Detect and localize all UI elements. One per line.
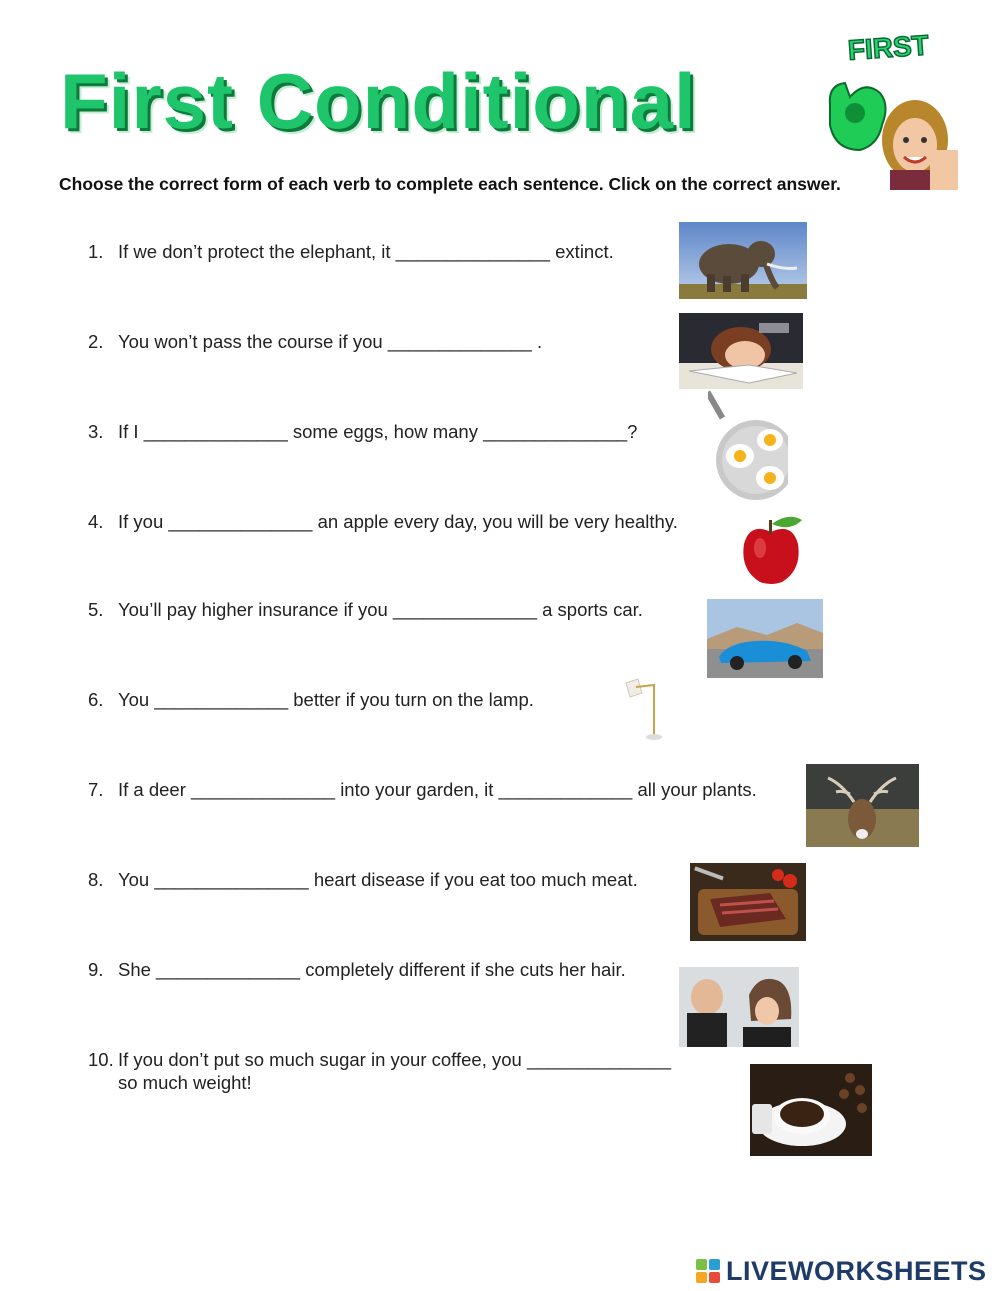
lamp-picture [620,677,662,741]
question-text-continued: so much weight! [118,1072,252,1093]
apple-picture [738,512,804,586]
question-number: 6. [88,689,104,710]
haircut-picture [679,967,799,1047]
question-3[interactable] [88,420,637,443]
elephant-picture [679,222,807,299]
instructions: Choose the correct form of each verb to complete each sentence. Click on the correct answer. [59,174,841,194]
question-2[interactable] [88,330,542,353]
deer-picture [806,764,919,847]
question-7[interactable] [88,778,757,801]
question-text: You’ll pay higher insurance if you ______________ a sports car. [118,599,643,620]
question-4[interactable] [88,510,678,533]
question-number: 1. [88,241,104,262]
question-number: 5. [88,599,104,620]
question-number: 8. [88,869,104,890]
question-text: If we don’t protect the elephant, it _______________ extinct. [118,241,614,262]
question-number: 10. [88,1049,114,1070]
question-9[interactable] [88,958,626,981]
liveworksheets-logo-icon [696,1259,720,1283]
question-1[interactable] [88,240,614,263]
question-number: 3. [88,421,104,442]
first-badge-illustration [820,25,970,190]
liveworksheets-footer[interactable] [696,1255,987,1287]
liveworksheets-brand: LIVEWORKSHEETS [726,1255,987,1286]
question-6[interactable] [88,688,534,711]
question-text: You won’t pass the course if you ______________ . [118,331,543,352]
question-text: She ______________ completely different if she cuts her hair. [118,959,626,980]
page-title: First Conditional [60,57,697,145]
question-10[interactable] [88,1048,671,1094]
eggs-pan-picture [708,390,788,506]
question-5[interactable] [88,598,643,621]
question-text: You _____________ better if you turn on the lamp. [118,689,534,710]
question-number: 2. [88,331,104,352]
question-text: If you ______________ an apple every day, you will be very healthy. [118,511,678,532]
coffee-picture [750,1064,872,1156]
question-text: If I ______________ some eggs, how many ______________? [118,421,638,442]
question-number: 7. [88,779,104,800]
question-8[interactable] [88,868,638,891]
question-number: 9. [88,959,104,980]
tired-student-picture [679,313,803,389]
steak-picture [690,863,806,941]
sports-car-picture [707,599,823,678]
question-text: If a deer ______________ into your garden, it _____________ all your plants. [118,779,757,800]
question-number: 4. [88,511,104,532]
badge-first-text: FIRST [846,29,930,66]
question-text: You _______________ heart disease if you eat too much meat. [118,869,638,890]
question-text: If you don’t put so much sugar in your coffee, you ______________ [118,1049,671,1070]
